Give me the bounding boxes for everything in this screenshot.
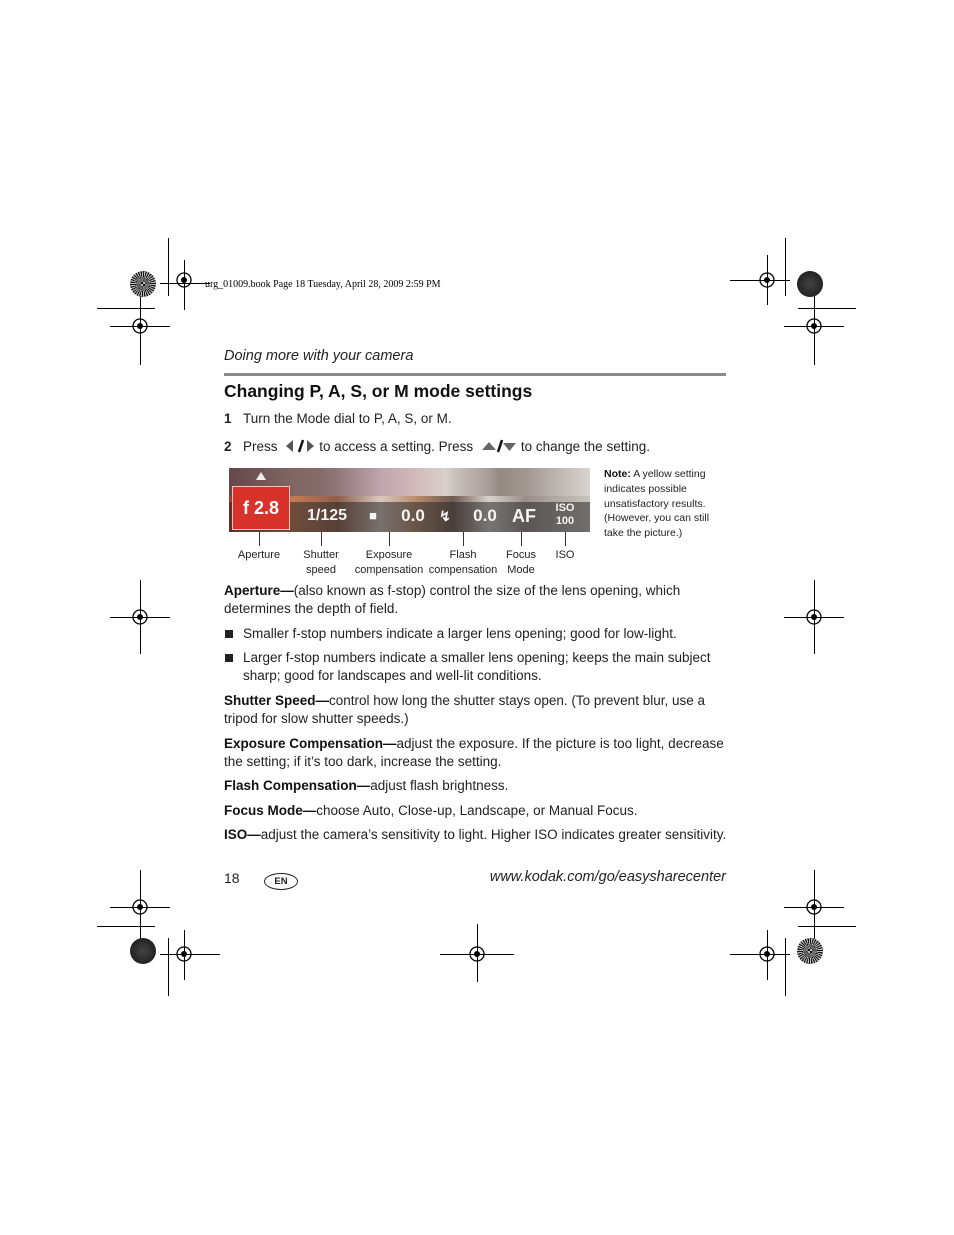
callout-aperture: Aperture [237, 549, 281, 561]
flash-compensation-paragraph [224, 777, 728, 795]
callout-focus-mode: Focus Mode [506, 549, 536, 576]
callout-line [521, 532, 522, 546]
step-text-press: Press [243, 439, 278, 454]
print-slug: urg_01009.book Page 18 Tuesday, April 28, 2009 2:59 PM [205, 279, 441, 290]
left-right-button-icon [285, 438, 315, 454]
definition-term: Flash Compensation— [224, 778, 371, 793]
bullet-square-icon [225, 630, 233, 638]
definition-term: Focus Mode— [224, 803, 317, 818]
flash-compensation-icon: ↯ [439, 508, 451, 524]
definition-text: control how long the shutter stays open. (To prevent blur, use a tripod for slow shutter speeds.) [224, 693, 705, 726]
step-1 [224, 411, 452, 426]
definition-text: adjust the exposure. If the picture is too light, decrease the setting; if it’s too dark, increase the setting. [224, 736, 724, 769]
running-header: Doing more with your camera [224, 348, 414, 364]
registration-mark-icon [129, 606, 151, 628]
step-text: Turn the Mode dial to P, A, S, or M. [243, 411, 452, 426]
step-number: 1 [224, 411, 232, 426]
step-text-access: to access a setting. Press [319, 439, 474, 454]
callout-line [389, 532, 390, 546]
aperture-description: (also known as f-stop) control the size of the lens opening, which determines the depth of field. [224, 583, 681, 616]
exposure-compensation-paragraph [224, 735, 728, 771]
rosette-icon [130, 271, 156, 297]
lcd-iso-label: ISO [555, 502, 575, 514]
header-rule [224, 373, 726, 376]
registration-mark-icon [173, 269, 195, 291]
lcd-shutter-value: 1/125 [306, 507, 348, 524]
definition-term: ISO— [224, 827, 261, 842]
callout-exposure-compensation: Exposure compensation [354, 549, 424, 576]
note-text: A yellow setting indicates possible unsatisfactory results. (However, you can still take the picture.) [604, 468, 710, 540]
step-number: 2 [224, 439, 232, 454]
registration-mark-icon [803, 606, 825, 628]
up-down-button-icon [481, 438, 517, 454]
callout-line [565, 532, 566, 546]
exposure-compensation-icon: ■ [369, 508, 377, 523]
lcd-flash-value: 0.0 [473, 506, 497, 525]
language-badge: EN [264, 873, 298, 890]
lcd-exposure-value: 0.0 [401, 506, 425, 525]
step-text-change: to change the setting. [520, 439, 650, 454]
definition-text: choose Auto, Close-up, Landscape, or Manual Focus. [316, 803, 638, 818]
callout-shutter-speed: Shutter speed [303, 549, 339, 576]
footer-url-link[interactable]: www.kodak.com/go/easysharecenter [489, 869, 726, 885]
callout-line [259, 532, 260, 546]
registration-mark-icon [756, 269, 778, 291]
definition-term: Exposure Compensation— [224, 736, 397, 751]
registration-mark-icon [756, 943, 778, 965]
registration-mark-icon [173, 943, 195, 965]
note-box [604, 467, 728, 541]
callout-iso: ISO [555, 549, 575, 561]
up-arrow-icon [256, 472, 266, 480]
page-number: 18 [224, 870, 240, 886]
rosette-icon [130, 938, 156, 964]
aperture-paragraph [224, 582, 728, 618]
callout-flash-compensation: Flash compensation [428, 549, 498, 576]
definition-text: adjust the camera’s sensitivity to light. Higher ISO indicates greater sensitivity. [260, 827, 727, 842]
page-title: Changing P, A, S, or M mode settings [224, 381, 533, 401]
focus-mode-paragraph [224, 802, 728, 820]
callout-line [463, 532, 464, 546]
note-label: Note: [604, 468, 631, 480]
registration-mark-icon [129, 896, 151, 918]
callout-line [321, 532, 322, 546]
lcd-focus-value: AF [512, 506, 536, 526]
lcd-iso-value: 100 [555, 515, 575, 527]
registration-mark-icon [803, 315, 825, 337]
registration-mark-icon [803, 896, 825, 918]
registration-mark-icon [466, 943, 488, 965]
shutter-speed-paragraph [224, 692, 728, 728]
definition-text: adjust flash brightness. [370, 778, 509, 793]
lcd-aperture-value: f 2.8 [242, 498, 280, 518]
bullet-text: Larger f-stop numbers indicate a smaller lens opening; keeps the main subject sharp; good for landscapes and well-lit conditions. [243, 650, 711, 683]
iso-paragraph [224, 826, 728, 844]
aperture-term: Aperture— [224, 583, 294, 598]
camera-lcd-illustration [229, 468, 590, 532]
rosette-icon [797, 271, 823, 297]
definition-term: Shutter Speed— [224, 693, 330, 708]
bullet-square-icon [225, 654, 233, 662]
registration-mark-icon [129, 315, 151, 337]
bullet-text: Smaller f-stop numbers indicate a larger lens opening; good for low-light. [243, 626, 677, 641]
step-2 [224, 438, 650, 454]
rosette-icon [797, 938, 823, 964]
